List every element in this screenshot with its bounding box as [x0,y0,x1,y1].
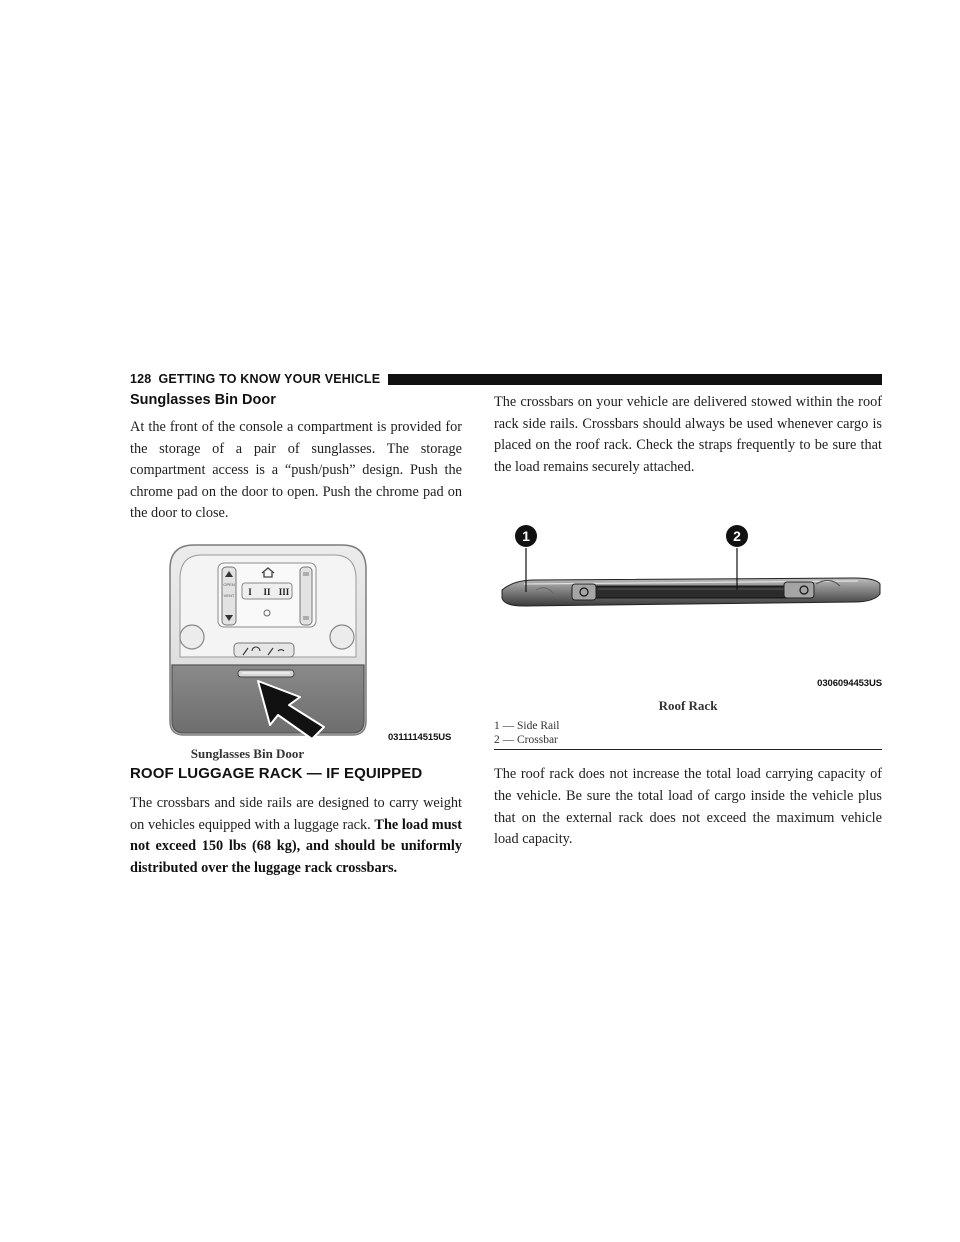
roof-rack-legend [494,719,882,750]
callout-1-label: 1 [522,528,530,545]
header-rule [388,374,882,385]
callout-2-label: 2 [733,528,741,545]
legend-item-crossbar: 2 — Crossbar [494,734,558,747]
roof-rack-body-plain: The crossbars and side rails are designed to carry weight on vehicles equipped with a luggage rack. [130,794,462,833]
roof-rack-illustration [494,504,882,684]
legend-rule [494,749,882,750]
roof-rack-load-warning: The load must not exceed 150 lbs (68 kg), and should be uniformly distributed over the luggage rack crossbars. [130,816,462,876]
left-column [130,392,462,879]
roof-rack-caption: Roof Rack [658,698,718,714]
sunglasses-figure-id: 0311114515US [388,731,452,743]
right-column [494,392,882,851]
roof-rack-heading: ROOF LUGGAGE RACK — IF EQUIPPED [130,764,423,782]
sunglasses-heading: Sunglasses Bin Door [130,392,276,408]
roof-rack-figure [494,504,882,747]
roof-rack-figure-id: 0306094453US [817,678,882,690]
load-capacity-body: The roof rack does not increase the total load carrying capacity of the vehicle. Be sure the total load of cargo inside the vehicle plus that on the external rack does not exceed the maximum vehicle load capacity. [494,766,882,848]
running-header [130,372,882,386]
overhead-console-illustration [130,539,462,744]
crossbars-body: The crossbars on your vehicle are delivered stowed within the roof rack side rails. Crossbars should always be used whenever cargo is placed on the roof rack. Check the straps frequently to be sure that the load remains securely attached. [494,394,882,475]
page-number: 128 [130,372,152,386]
roof-rack-body [130,793,462,879]
vent-label: VENT [223,592,235,598]
button-3-label: III [278,586,290,597]
sunglasses-figure [130,539,462,761]
section-title: GETTING TO KNOW YOUR VEHICLE [158,372,381,386]
button-2-label: II [263,586,271,597]
button-1-label: I [248,586,252,597]
sunglasses-caption: Sunglasses Bin Door [190,745,305,761]
sunglasses-body: At the front of the console a compartment is provided for the storage of a pair of sunglasses. The storage compartment access is a “push/push” design. Push the chrome pad on the door to open. Push the chrome pad on the door to close. [130,419,462,522]
open-label: OPEN [223,581,235,587]
legend-item-side-rail: 1 — Side Rail [494,720,560,733]
